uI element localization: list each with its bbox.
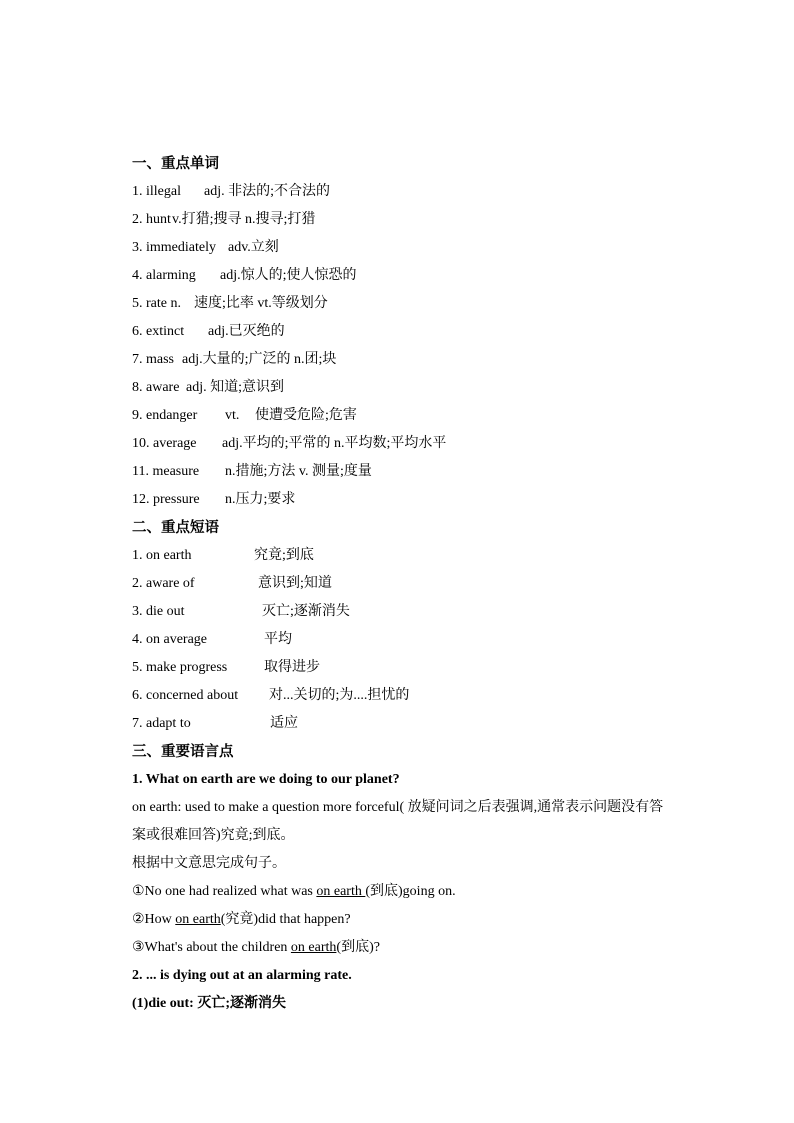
example-text: (究竟)did that happen? — [220, 912, 351, 927]
phrase-item — [132, 626, 672, 654]
example-text: ③What's about the children — [132, 940, 291, 955]
phrase-term: 1. on earth — [132, 548, 192, 563]
phrase-term: 6. concerned about — [132, 688, 239, 703]
example-sentence-3 — [132, 934, 672, 962]
phrase-term: 3. die out — [132, 604, 185, 619]
phrase-item — [132, 542, 672, 570]
phrase-term: 4. on average — [132, 632, 208, 647]
phrase-definition: 灭亡;逐渐消失 — [262, 604, 350, 619]
phrase-definition: 取得进步 — [264, 660, 320, 675]
word-item — [132, 290, 672, 318]
phrase-item — [132, 654, 672, 682]
word-definition: v.打猎;搜寻 n.搜寻;打猎 — [172, 212, 316, 227]
word-definition: 使遭受危险;危害 — [255, 408, 357, 423]
section-title-key-phrases: 二、重点短语 — [132, 520, 219, 536]
word-definition: adj. 非法的;不合法的 — [204, 184, 330, 199]
example-text: ②How — [132, 912, 176, 927]
phrase-item — [132, 682, 672, 710]
example-answer: on earth — [316, 884, 366, 899]
word-definition: adj.平均的;平常的 n.平均数;平均水平 — [222, 436, 447, 451]
word-item — [132, 346, 672, 374]
word-definition: 速度;比率 vt.等级划分 — [194, 296, 328, 311]
example-answer: on earth — [290, 940, 337, 955]
phrase-definition: 平均 — [264, 632, 292, 647]
word-item — [132, 262, 672, 290]
phrase-term: 2. aware of — [132, 576, 195, 591]
word-term: 10. average — [132, 436, 197, 451]
word-term: 2. hunt — [132, 212, 171, 227]
word-definition: adv.立刻 — [228, 240, 279, 255]
word-term: 9. endanger — [132, 408, 198, 423]
phrase-term: 7. adapt to — [132, 716, 191, 731]
word-term: 1. illegal — [132, 184, 181, 199]
word-term: 8. aware — [132, 380, 180, 395]
word-item — [132, 486, 672, 514]
example-text: ①No one had realized what was — [132, 884, 317, 899]
word-item — [132, 430, 672, 458]
phrase-definition: 适应 — [270, 716, 298, 731]
phrase-term: 5. make progress — [132, 660, 228, 675]
phrase-definition: 意识到;知道 — [258, 576, 332, 591]
example-answer: on earth — [175, 912, 221, 927]
section-title-language-points: 三、重要语言点 — [132, 744, 234, 760]
phrase-item — [132, 598, 672, 626]
word-definition: adj.已灭绝的 — [208, 324, 285, 339]
example-sentence-1 — [132, 878, 672, 906]
word-term: 12. pressure — [132, 492, 200, 507]
phrase-definition: 究竟;到底 — [254, 548, 314, 563]
section-title-key-words: 一、重点单词 — [132, 156, 219, 172]
word-term: 7. mass — [132, 352, 174, 367]
point-1-title: 1. What on earth are we doing to our planet? — [132, 772, 400, 787]
word-term: 6. extinct — [132, 324, 185, 339]
word-pos: vt. — [225, 408, 240, 423]
word-item — [132, 234, 672, 262]
document-content — [132, 150, 672, 1018]
word-item — [132, 402, 672, 430]
word-definition: adj.惊人的;使人惊恐的 — [220, 268, 357, 283]
word-definition: n.压力;要求 — [225, 492, 296, 507]
phrase-item — [132, 710, 672, 738]
word-term: 5. rate n. — [132, 296, 181, 311]
word-definition: n.措施;方法 v. 测量;度量 — [225, 464, 372, 479]
word-definition: adj.大量的;广泛的 n.团;块 — [182, 352, 337, 367]
word-term: 4. alarming — [132, 268, 196, 283]
point-2-title: 2. ... is dying out at an alarming rate. — [132, 968, 352, 983]
example-sentence-2 — [132, 906, 672, 934]
word-item — [132, 206, 672, 234]
point-2-subtitle: (1)die out: 灭亡;逐渐消失 — [132, 996, 286, 1011]
phrase-item — [132, 570, 672, 598]
example-text: (到底)going on. — [365, 884, 456, 899]
word-term: 11. measure — [132, 464, 200, 479]
word-item — [132, 458, 672, 486]
word-item — [132, 178, 672, 206]
word-definition: adj. 知道;意识到 — [186, 380, 284, 395]
point-1-task: 根据中文意思完成句子。 — [132, 856, 286, 871]
point-1-explanation: on earth: used to make a question more forceful( 放疑问词之后表强调,通常表示问题没有答案或很难回答)究竟;到底。 — [132, 800, 664, 843]
example-text: (到底)? — [336, 940, 380, 955]
phrase-definition: 对...关切的;为....担忧的 — [269, 688, 410, 703]
word-item — [132, 374, 672, 402]
word-item — [132, 318, 672, 346]
word-term: 3. immediately — [132, 240, 216, 255]
